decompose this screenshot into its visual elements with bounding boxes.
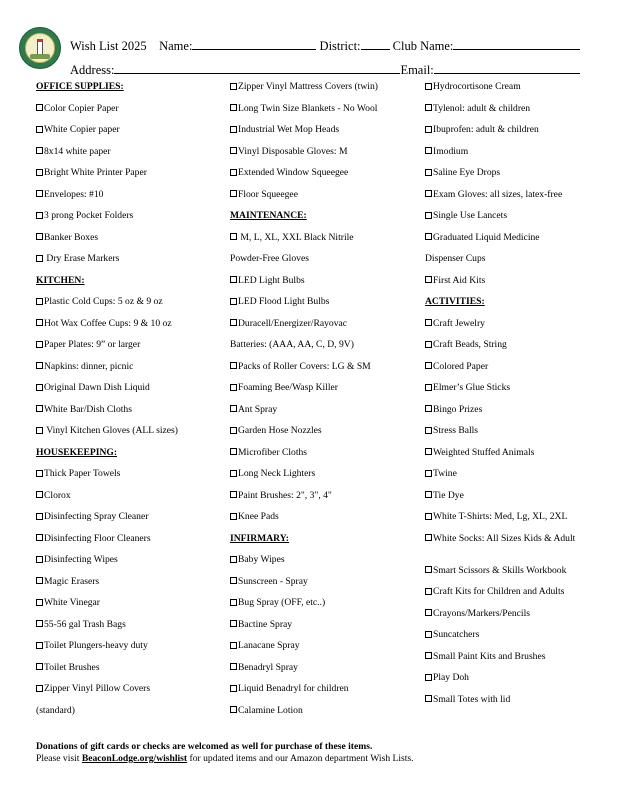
list-item-label: Small Paint Kits and Brushes bbox=[433, 650, 546, 662]
list-item-label: Industrial Wet Mop Heads bbox=[238, 124, 340, 135]
list-item bbox=[425, 339, 605, 361]
list-item bbox=[36, 597, 226, 619]
list-item bbox=[230, 146, 420, 168]
list-item-label: Long Neck Lighters bbox=[238, 468, 316, 479]
list-item bbox=[36, 533, 226, 555]
checkbox[interactable] bbox=[230, 556, 237, 563]
checkbox[interactable] bbox=[230, 233, 237, 240]
list-item bbox=[425, 511, 605, 533]
list-item-label: Hot Wax Coffee Cups: 9 & 10 oz bbox=[44, 317, 172, 329]
list-item bbox=[425, 81, 605, 103]
list-item-label: Paint Brushes: 2", 3", 4" bbox=[238, 489, 332, 501]
document-title: Wish List 2025 bbox=[70, 39, 147, 53]
list-item bbox=[36, 167, 226, 189]
list-item bbox=[36, 404, 226, 426]
checkbox[interactable] bbox=[425, 190, 432, 197]
list-item bbox=[36, 124, 226, 146]
list-item bbox=[36, 619, 226, 641]
list-item bbox=[36, 425, 226, 447]
checkbox[interactable] bbox=[36, 319, 43, 326]
list-item bbox=[230, 490, 420, 512]
list-item bbox=[230, 425, 420, 447]
list-item-label: Knee Pads bbox=[238, 511, 279, 522]
section-heading: OFFICE SUPPLIES: bbox=[36, 81, 124, 92]
list-item-label: Dry Erase Markers bbox=[44, 253, 120, 264]
list-item bbox=[230, 296, 420, 318]
checkbox[interactable] bbox=[36, 491, 43, 498]
list-item bbox=[36, 103, 226, 125]
checkbox[interactable] bbox=[230, 448, 237, 455]
list-item-label: Elmer’s Glue Sticks bbox=[433, 382, 511, 393]
list-item bbox=[36, 576, 226, 598]
list-item bbox=[230, 554, 420, 576]
list-item bbox=[230, 683, 420, 705]
district-field[interactable] bbox=[361, 37, 390, 50]
list-item-label: Saline Eye Drops bbox=[433, 167, 501, 178]
checkbox[interactable] bbox=[230, 427, 237, 434]
list-item-label: Suncatchers bbox=[433, 629, 480, 640]
list-item-label: Ibuprofen: adult & children bbox=[433, 124, 539, 135]
checkbox[interactable] bbox=[425, 674, 432, 681]
list-item bbox=[230, 705, 420, 727]
list-item bbox=[425, 124, 605, 146]
list-item bbox=[425, 672, 605, 694]
lighthouse-icon bbox=[37, 39, 43, 55]
list-item-label: Zipper Vinyl Mattress Covers (twin) bbox=[238, 81, 378, 92]
list-item-label: Microfiber Cloths bbox=[238, 446, 308, 458]
list-item bbox=[230, 662, 420, 684]
section-heading: INFIRMARY: bbox=[230, 532, 289, 544]
list-item bbox=[36, 146, 226, 168]
checkbox[interactable] bbox=[230, 470, 237, 477]
list-item-label: Disinfecting Wipes bbox=[44, 554, 118, 565]
list-item bbox=[230, 275, 420, 297]
list-item bbox=[230, 189, 420, 211]
footer bbox=[36, 741, 414, 765]
checkbox[interactable] bbox=[36, 126, 43, 133]
checkbox[interactable] bbox=[230, 513, 237, 520]
list-item-label: Bright White Printer Paper bbox=[44, 167, 147, 178]
checkbox[interactable] bbox=[425, 448, 432, 455]
checkbox[interactable] bbox=[36, 513, 43, 520]
list-item-label: Craft Jewelry bbox=[433, 317, 485, 329]
list-item bbox=[230, 361, 420, 383]
list-item-label: Smart Scissors & Skills Workbook bbox=[433, 564, 567, 576]
checkbox[interactable] bbox=[425, 588, 432, 595]
list-item bbox=[230, 619, 420, 641]
checkbox[interactable] bbox=[36, 577, 43, 584]
checkbox[interactable] bbox=[36, 405, 43, 412]
list-item bbox=[230, 640, 420, 662]
list-item bbox=[425, 318, 605, 340]
club-name-field[interactable] bbox=[453, 37, 580, 50]
checkbox[interactable] bbox=[425, 147, 432, 154]
list-item-label: M, L, XL, XXL Black Nitrile bbox=[238, 231, 354, 243]
list-item bbox=[36, 296, 226, 318]
checkbox[interactable] bbox=[230, 169, 237, 176]
list-item bbox=[425, 361, 605, 383]
list-item-label: Clorox bbox=[44, 489, 71, 501]
list-item bbox=[425, 275, 605, 297]
list-item-label: Magic Erasers bbox=[44, 575, 100, 587]
checkbox[interactable] bbox=[230, 319, 237, 326]
name-field[interactable] bbox=[192, 37, 316, 50]
list-item-label: Hydrocortisone Cream bbox=[433, 81, 521, 92]
logo-emblem bbox=[25, 33, 55, 63]
list-item bbox=[425, 447, 605, 469]
list-item bbox=[36, 640, 226, 662]
list-item bbox=[425, 533, 605, 565]
list-item-label: Twine bbox=[433, 468, 457, 479]
checkbox[interactable] bbox=[230, 147, 237, 154]
list-item-label: LED Flood Light Bulbs bbox=[238, 296, 330, 307]
list-item bbox=[36, 511, 226, 533]
list-item-label: Floor Squeegee bbox=[238, 188, 298, 200]
list-item bbox=[230, 597, 420, 619]
visit-suffix: for updated items and our Amazon department Wish Lists. bbox=[187, 753, 414, 764]
list-item bbox=[36, 253, 226, 275]
list-item-label: Envelopes: #10 bbox=[44, 188, 104, 200]
list-item-label: Stress Balls bbox=[433, 425, 479, 436]
list-item-label: Liquid Benadryl for children bbox=[238, 683, 349, 694]
section-heading: HOUSEKEEPING: bbox=[36, 446, 118, 458]
list-item-label: Craft Beads, String bbox=[433, 339, 507, 350]
list-item bbox=[230, 447, 420, 469]
wishlist-link[interactable]: BeaconLodge.org/wishlist bbox=[81, 753, 188, 764]
checkbox[interactable] bbox=[230, 706, 237, 713]
checkbox[interactable] bbox=[425, 470, 432, 477]
list-item-label: Play Doh bbox=[433, 672, 469, 683]
list-item bbox=[230, 382, 420, 404]
list-item-label: Disinfecting Spray Cleaner bbox=[44, 511, 149, 522]
list-item-label: 55-56 gal Trash Bags bbox=[44, 618, 126, 630]
checkbox[interactable] bbox=[425, 609, 432, 616]
list-item bbox=[230, 232, 420, 254]
checkbox[interactable] bbox=[36, 190, 43, 197]
list-item bbox=[425, 232, 605, 254]
list-item-label: Foaming Bee/Wasp Killer bbox=[238, 382, 338, 393]
checkbox[interactable] bbox=[230, 642, 237, 649]
checkbox[interactable] bbox=[36, 255, 43, 262]
list-item-label: Ant Spray bbox=[238, 403, 278, 415]
checkbox[interactable] bbox=[36, 599, 43, 606]
list-item-label: Color Copier Paper bbox=[44, 102, 119, 114]
list-item-label: Napkins: dinner, picnic bbox=[44, 360, 134, 372]
list-item-label: Calamine Lotion bbox=[238, 704, 303, 716]
list-item bbox=[425, 382, 605, 404]
list-item bbox=[36, 339, 226, 361]
checkbox[interactable] bbox=[230, 491, 237, 498]
list-item-label: Crayons/Markers/Pencils bbox=[433, 607, 530, 619]
list-item-label: First Aid Kits bbox=[433, 274, 486, 286]
list-item-label: Toilet Brushes bbox=[44, 661, 100, 673]
wishlist-column-1 bbox=[36, 81, 226, 726]
list-item-label: Small Totes with lid bbox=[433, 693, 511, 705]
list-item-label: White Vinegar bbox=[44, 597, 100, 608]
checkbox[interactable] bbox=[230, 104, 237, 111]
list-item-label: Imodium bbox=[433, 145, 469, 157]
checkbox[interactable] bbox=[425, 534, 432, 541]
checkbox[interactable] bbox=[36, 642, 43, 649]
checkbox[interactable] bbox=[230, 190, 237, 197]
list-item-continuation: Powder-Free Gloves bbox=[230, 253, 309, 264]
checkbox[interactable] bbox=[230, 405, 237, 412]
list-item bbox=[36, 318, 226, 340]
checkbox[interactable] bbox=[36, 212, 43, 219]
checkbox[interactable] bbox=[230, 577, 237, 584]
list-item bbox=[425, 651, 605, 673]
list-item-label: Paper Plates: 9” or larger bbox=[44, 339, 141, 350]
checkbox[interactable] bbox=[36, 341, 43, 348]
visit-prefix: Please visit bbox=[36, 753, 82, 764]
list-item-label: Colored Paper bbox=[433, 360, 489, 372]
list-item bbox=[230, 103, 420, 125]
list-item-label: Disinfecting Floor Cleaners bbox=[44, 532, 151, 544]
list-item-label: Zipper Vinyl Pillow Covers bbox=[44, 683, 151, 694]
logo-ground bbox=[30, 54, 50, 59]
list-item-label: Vinyl Disposable Gloves: M bbox=[238, 145, 348, 157]
checkbox[interactable] bbox=[425, 104, 432, 111]
list-item-label: Sunscreen - Spray bbox=[238, 575, 308, 587]
checkbox[interactable] bbox=[425, 233, 432, 240]
checkbox[interactable] bbox=[36, 104, 43, 111]
list-item-label: Craft Kits for Children and Adults bbox=[433, 586, 565, 597]
list-item bbox=[425, 629, 605, 651]
checkbox[interactable] bbox=[36, 298, 43, 305]
list-item bbox=[425, 404, 605, 426]
checkbox[interactable] bbox=[230, 298, 237, 305]
list-item bbox=[36, 210, 226, 232]
club-name-label: Club Name: bbox=[392, 39, 454, 53]
donation-note: Donations of gift cards or checks are welcomed as well for purchase of these items. bbox=[36, 741, 373, 752]
email-field[interactable] bbox=[434, 61, 580, 74]
list-item bbox=[36, 468, 226, 490]
checkbox[interactable] bbox=[230, 276, 237, 283]
list-item bbox=[230, 81, 420, 103]
section-heading: KITCHEN: bbox=[36, 274, 85, 286]
checkbox[interactable] bbox=[36, 470, 43, 477]
checkbox[interactable] bbox=[36, 384, 43, 391]
list-item-label: Bactine Spray bbox=[238, 618, 293, 630]
list-item bbox=[425, 565, 605, 587]
checkbox[interactable] bbox=[425, 427, 432, 434]
checkbox[interactable] bbox=[425, 513, 432, 520]
list-item bbox=[425, 468, 605, 490]
checkbox[interactable] bbox=[425, 362, 432, 369]
list-item-label: Garden Hose Nozzles bbox=[238, 425, 322, 436]
list-item-label: Toilet Plungers-heavy duty bbox=[44, 640, 148, 651]
checkbox[interactable] bbox=[230, 685, 237, 692]
checkbox[interactable] bbox=[425, 341, 432, 348]
list-item-label: Tylenol: adult & children bbox=[433, 102, 531, 114]
address-label: Address: bbox=[70, 63, 115, 77]
checkbox[interactable] bbox=[425, 169, 432, 176]
list-item-label: Baby Wipes bbox=[238, 554, 285, 565]
list-item bbox=[230, 318, 420, 340]
checkbox[interactable] bbox=[36, 169, 43, 176]
checkbox[interactable] bbox=[36, 362, 43, 369]
list-item-label: Plastic Cold Cups: 5 oz & 9 oz bbox=[44, 296, 163, 307]
list-item-label: Graduated Liquid Medicine bbox=[433, 231, 540, 243]
list-item bbox=[425, 210, 605, 232]
list-item-label: White Copier paper bbox=[44, 124, 120, 135]
list-item-label: White Socks: All Sizes Kids & Adult bbox=[433, 532, 576, 544]
checkbox[interactable] bbox=[230, 362, 237, 369]
checkbox[interactable] bbox=[425, 405, 432, 412]
checkbox[interactable] bbox=[425, 83, 432, 90]
checkbox[interactable] bbox=[230, 126, 237, 133]
checkbox[interactable] bbox=[425, 491, 432, 498]
checkbox[interactable] bbox=[230, 83, 237, 90]
list-item bbox=[36, 662, 226, 684]
list-item-label: Bingo Prizes bbox=[433, 403, 483, 415]
checkbox[interactable] bbox=[36, 147, 43, 154]
list-item-label: Lanacane Spray bbox=[238, 640, 300, 651]
list-item bbox=[230, 576, 420, 598]
list-item-label: Exam Gloves: all sizes, latex-free bbox=[433, 188, 563, 200]
list-item bbox=[36, 683, 226, 705]
list-item-continuation: (standard) bbox=[36, 704, 75, 716]
list-item bbox=[425, 425, 605, 447]
list-item bbox=[425, 167, 605, 189]
checkbox[interactable] bbox=[425, 319, 432, 326]
list-item bbox=[230, 167, 420, 189]
district-label: District: bbox=[319, 39, 361, 53]
checkbox[interactable] bbox=[425, 652, 432, 659]
list-item-label: Bug Spray (OFF, etc..) bbox=[238, 597, 326, 608]
list-item bbox=[36, 382, 226, 404]
list-item-label: Extended Window Squeegee bbox=[238, 167, 349, 178]
checkbox[interactable] bbox=[36, 233, 43, 240]
list-item bbox=[425, 490, 605, 512]
list-item bbox=[36, 232, 226, 254]
list-item bbox=[230, 511, 420, 533]
list-item bbox=[425, 586, 605, 608]
checkbox[interactable] bbox=[230, 620, 237, 627]
list-item-label: White Bar/Dish Cloths bbox=[44, 403, 132, 415]
checkbox[interactable] bbox=[230, 384, 237, 391]
list-item-continuation: Batteries: (AAA, AA, C, D, 9V) bbox=[230, 339, 354, 350]
list-item bbox=[425, 189, 605, 211]
list-item bbox=[36, 189, 226, 211]
email-label: Email: bbox=[400, 63, 434, 77]
list-item-label: Tie Dye bbox=[433, 489, 464, 501]
section-heading: MAINTENANCE: bbox=[230, 210, 307, 221]
list-item-label: Banker Boxes bbox=[44, 231, 99, 243]
wishlist-column-2 bbox=[230, 81, 420, 726]
list-item-label: Vinyl Kitchen Gloves (ALL sizes) bbox=[44, 425, 178, 436]
list-item bbox=[425, 146, 605, 168]
list-item bbox=[36, 490, 226, 512]
header-row-1 bbox=[70, 37, 580, 53]
checkbox[interactable] bbox=[425, 566, 432, 573]
list-item bbox=[230, 468, 420, 490]
list-item bbox=[36, 361, 226, 383]
address-field[interactable] bbox=[114, 61, 400, 74]
list-item-label: Duracell/Energizer/Rayovac bbox=[238, 317, 348, 329]
checkbox[interactable] bbox=[425, 384, 432, 391]
checkbox[interactable] bbox=[36, 556, 43, 563]
list-item-label: Weighted Stuffed Animals bbox=[433, 446, 535, 458]
visit-note bbox=[36, 753, 414, 765]
list-item-label: LED Light Bulbs bbox=[238, 274, 305, 286]
list-item-label: Single Use Lancets bbox=[433, 210, 508, 221]
checkbox[interactable] bbox=[36, 685, 43, 692]
list-item bbox=[425, 608, 605, 630]
checkbox[interactable] bbox=[230, 599, 237, 606]
list-item-label: Benadryl Spray bbox=[238, 661, 298, 673]
checkbox[interactable] bbox=[425, 126, 432, 133]
name-label: Name: bbox=[159, 39, 193, 53]
checkbox[interactable] bbox=[425, 695, 432, 702]
list-item-label: 8x14 white paper bbox=[44, 145, 111, 157]
list-item bbox=[230, 124, 420, 146]
list-item bbox=[230, 404, 420, 426]
checkbox[interactable] bbox=[36, 663, 43, 670]
list-item bbox=[425, 103, 605, 125]
header-row-2 bbox=[70, 61, 580, 77]
checkbox[interactable] bbox=[425, 631, 432, 638]
checkbox[interactable] bbox=[425, 212, 432, 219]
section-heading: ACTIVITIES: bbox=[425, 296, 485, 307]
wishlist-column-3 bbox=[425, 81, 605, 715]
list-item-label: White T-Shirts: Med, Lg, XL, 2XL bbox=[433, 511, 568, 522]
list-item-label: Thick Paper Towels bbox=[44, 468, 121, 479]
list-item-label: Packs of Roller Covers: LG & SM bbox=[238, 360, 371, 372]
checkbox[interactable] bbox=[36, 427, 43, 434]
list-item-continuation: Dispenser Cups bbox=[425, 253, 486, 264]
beacon-lodge-logo bbox=[19, 27, 61, 69]
list-item-label: Original Dawn Dish Liquid bbox=[44, 382, 150, 393]
list-item-label: 3 prong Pocket Folders bbox=[44, 210, 134, 221]
list-item bbox=[425, 694, 605, 716]
checkbox[interactable] bbox=[230, 663, 237, 670]
list-item-label: Long Twin Size Blankets - No Wool bbox=[238, 102, 378, 114]
checkbox[interactable] bbox=[36, 534, 43, 541]
list-item bbox=[36, 554, 226, 576]
checkbox[interactable] bbox=[36, 620, 43, 627]
checkbox[interactable] bbox=[425, 276, 432, 283]
